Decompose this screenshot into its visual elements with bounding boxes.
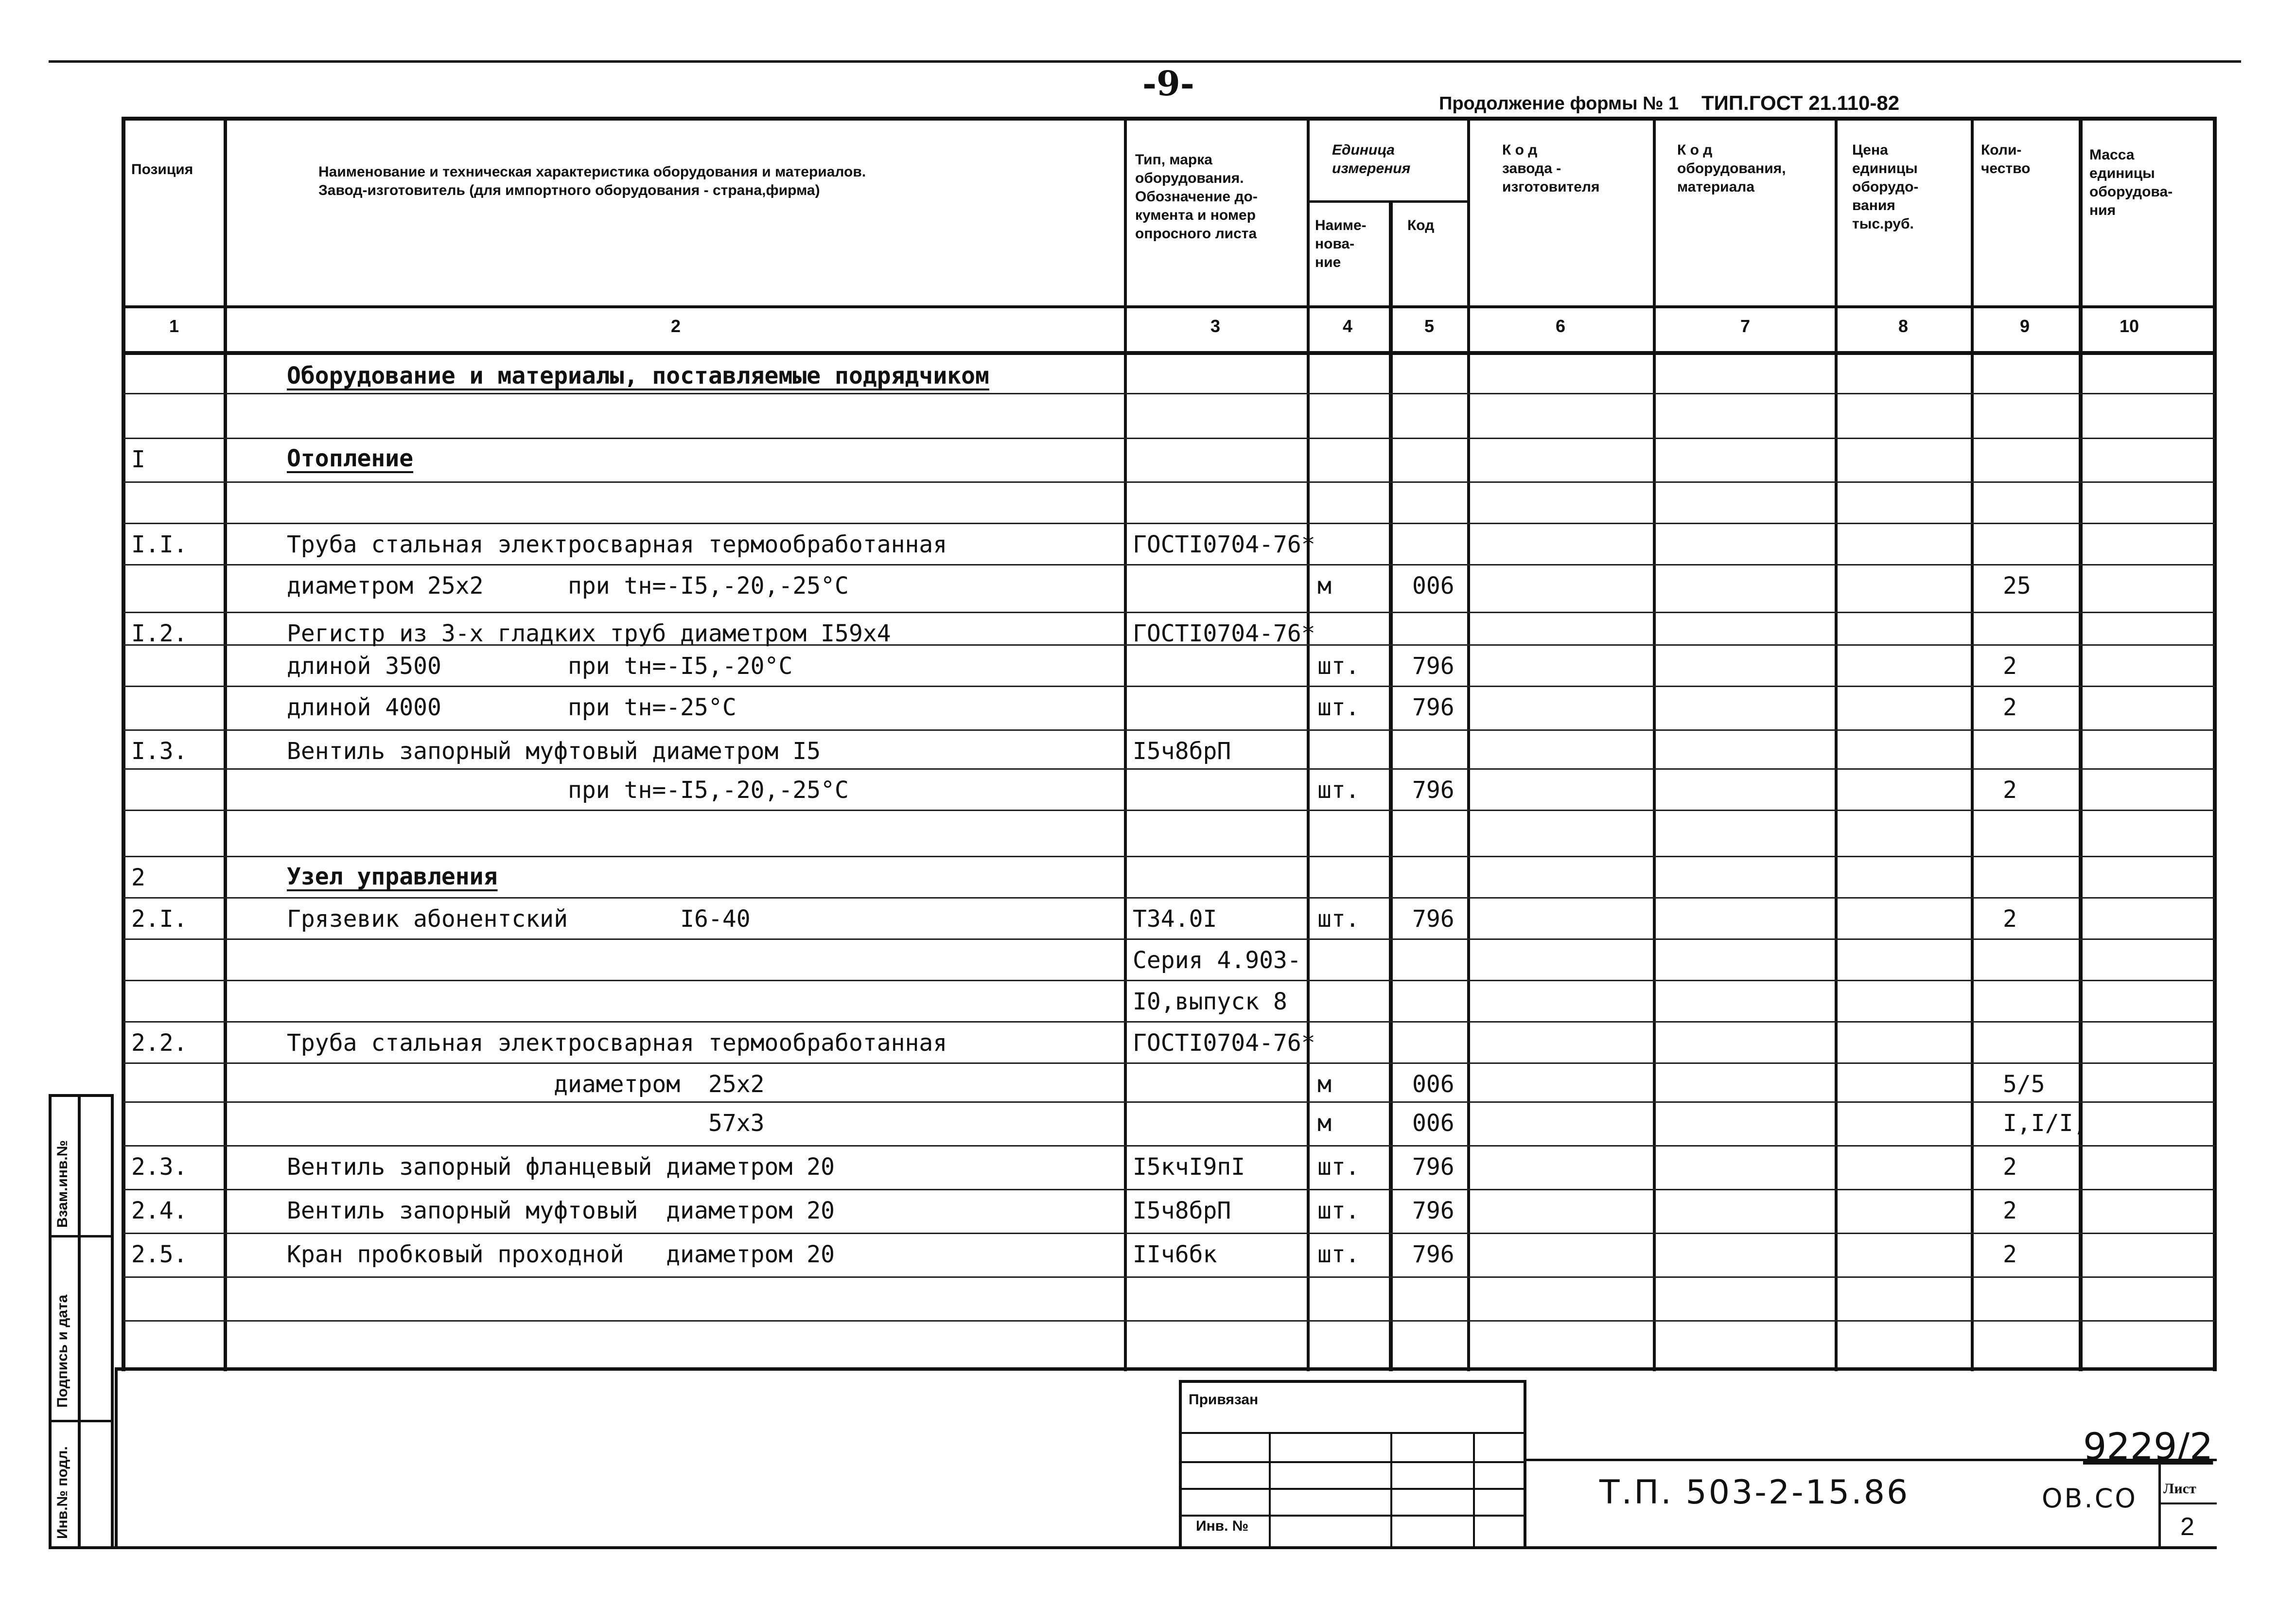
col-line-9 — [2079, 117, 2083, 1371]
col-line-4 — [1389, 200, 1393, 1371]
row-type: ГОСТI0704-76* — [1133, 531, 1315, 558]
col-line-1 — [224, 117, 227, 1371]
binding-label: Привязан — [1189, 1392, 1259, 1408]
row-type: ГОСТI0704-76* — [1133, 1029, 1315, 1057]
row-name: длиной 3500 при tн=-I5,-20°С — [287, 653, 793, 680]
row-name: диаметром 25х2 — [287, 1071, 765, 1098]
colnum-9: 9 — [2019, 316, 2030, 336]
side-stamp-div-2 — [49, 1420, 114, 1422]
colnum-4: 4 — [1342, 316, 1353, 336]
row-type: I5ч8брП — [1133, 1197, 1231, 1224]
binding-left — [1179, 1380, 1182, 1548]
side-sign-date: Подпись и дата — [54, 1294, 70, 1408]
doc-section: ОВ.СО — [2042, 1483, 2138, 1514]
row-type: ГОСТI0704-76* — [1133, 620, 1315, 647]
row-rule — [123, 686, 2215, 687]
row-unit: м — [1317, 572, 1332, 600]
top-rule — [49, 60, 2241, 63]
form-gost: ТИП.ГОСТ 21.110-82 — [1701, 91, 1900, 114]
row-unit: шт. — [1317, 694, 1360, 721]
row-quantity: I,I/I, — [2003, 1110, 2087, 1137]
header-col8: Цена единицы оборудо- вания тыс.руб. — [1852, 142, 1919, 232]
row-position: 2.4. — [131, 1197, 188, 1224]
row-rule — [123, 1145, 2215, 1147]
row-rule — [123, 897, 2215, 899]
sheet-number: 2 — [2180, 1513, 2194, 1541]
row-rule — [123, 1320, 2215, 1322]
row-code: 796 — [1412, 653, 1455, 680]
row-position: I.I. — [131, 531, 188, 558]
col-line-6 — [1653, 117, 1656, 1371]
row-position: 2.5. — [131, 1241, 188, 1268]
row-unit: м — [1317, 1071, 1332, 1098]
row-quantity: 2 — [2003, 1241, 2017, 1268]
header-col45: Единица измерения — [1332, 142, 1411, 177]
colnum-8: 8 — [1898, 316, 1909, 336]
row-unit: шт. — [1317, 653, 1360, 680]
header-col2: Наименование и техническая характеристика оборудования и материалов. Завод-изготовитель (для импортного оборудования - страна,фирма) — [318, 164, 866, 198]
form-continuation: Продолжение формы № 1 — [1439, 93, 1679, 114]
row-code: 006 — [1412, 572, 1455, 600]
row-rule — [123, 1276, 2215, 1278]
colnum-5: 5 — [1424, 316, 1435, 336]
section-title-text: Отопление — [287, 445, 414, 472]
binding-right — [1524, 1380, 1526, 1548]
row-quantity: 2 — [2003, 777, 2017, 804]
colnum-7: 7 — [1740, 316, 1751, 336]
row-rule — [123, 481, 2215, 483]
table-border-right — [2213, 117, 2217, 1371]
row-quantity: 2 — [2003, 1197, 2017, 1224]
side-stamp-mid-line — [78, 1094, 81, 1546]
col-line-3 — [1307, 117, 1310, 1371]
row-rule — [123, 856, 2215, 857]
side-stamp-left-line — [49, 1094, 52, 1546]
colnum-6: 6 — [1555, 316, 1566, 336]
header-col10: Масса единицы оборудова- ния — [2089, 147, 2173, 218]
row-type: Серия 4.903- — [1133, 947, 1301, 974]
row-position: 2.3. — [131, 1153, 188, 1181]
row-rule — [123, 1021, 2215, 1023]
row-type: I5ч8брП — [1133, 738, 1231, 765]
row-name: Вентиль запорный муфтовый диаметром 20 — [287, 1197, 835, 1224]
binding-top — [1179, 1380, 1526, 1383]
row-rule — [123, 1101, 2215, 1103]
row-type: I5кчI9пI — [1133, 1153, 1245, 1181]
header-col5: Код — [1407, 217, 1435, 233]
row-rule — [123, 393, 2215, 394]
row-unit: м — [1317, 1110, 1332, 1137]
row-rule — [123, 938, 2215, 940]
table-border-bottom — [115, 1367, 2217, 1371]
binding-col-2 — [1390, 1432, 1392, 1548]
row-rule — [123, 768, 2215, 770]
row-quantity: 25 — [2003, 572, 2031, 600]
row-position: I — [131, 446, 145, 473]
row-quantity: 5/5 — [2003, 1071, 2045, 1098]
row-quantity: 2 — [2003, 1153, 2017, 1181]
row-quantity: 2 — [2003, 905, 2017, 933]
section-title-text: Узел управления — [287, 863, 498, 890]
row-unit: шт. — [1317, 777, 1360, 804]
row-rule — [123, 1189, 2215, 1190]
header-col4: Наиме- нова- ние — [1315, 217, 1367, 270]
row-name: Труба стальная электросварная термообработанная — [287, 531, 947, 558]
side-replace-inv: Взам.инв.№ — [54, 1140, 70, 1228]
header-col3: Тип, марка оборудования. Обозначение до- кумента и номер опросного листа — [1135, 152, 1258, 242]
header-col7: К о д оборудования, материала — [1677, 142, 1786, 195]
col-line-7 — [1835, 117, 1838, 1371]
row-name: Вентиль запорный муфтовый диаметром I5 — [287, 738, 821, 765]
row-position: 2.I. — [131, 905, 188, 933]
row-rule — [123, 729, 2215, 731]
sheet-label: Лист — [2163, 1481, 2196, 1497]
header-divider — [122, 305, 2217, 308]
row-rule — [123, 438, 2215, 439]
inv-no-label: Инв. № — [1196, 1518, 1249, 1534]
doc-number: Т.П. 503-2-15.86 — [1599, 1473, 1910, 1512]
side-stamp-div-1 — [49, 1235, 114, 1237]
side-inv-orig: Инв.№ подл. — [54, 1446, 70, 1539]
header-col9: Коли- чество — [1981, 142, 2031, 177]
row-name: Труба стальная электросварная термообработанная — [287, 1029, 947, 1057]
page-number: -9- — [1142, 63, 1194, 104]
row-rule — [123, 523, 2215, 524]
section-title — [287, 445, 413, 472]
row-code: 796 — [1412, 777, 1455, 804]
bottom-left-line — [115, 1367, 118, 1547]
row-position: 2.2. — [131, 1029, 188, 1057]
header-col1: Позиция — [131, 161, 193, 177]
table-border-left — [122, 117, 125, 1371]
col-line-8 — [1971, 117, 1974, 1371]
row-rule — [123, 564, 2215, 565]
row-code: 006 — [1412, 1110, 1455, 1137]
colnum-3: 3 — [1210, 316, 1221, 336]
bottom-rule — [49, 1546, 2217, 1549]
row-name: Грязевик абонентский I6-40 — [287, 905, 751, 933]
row-name: 57х3 — [287, 1110, 765, 1137]
sheet-box-divider — [2158, 1502, 2217, 1504]
header-col6: К о д завода - изготовителя — [1502, 142, 1600, 195]
row-name: длиной 4000 при tн=-25°С — [287, 694, 736, 721]
row-code: 796 — [1412, 1197, 1455, 1224]
col-line-2 — [1124, 117, 1127, 1371]
section-title — [287, 362, 989, 389]
binding-col-3 — [1473, 1432, 1475, 1548]
row-name: Вентиль запорный фланцевый диаметром 20 — [287, 1153, 835, 1181]
row-name: Регистр из 3-х гладких труб диаметром I59х4 — [287, 620, 891, 647]
side-stamp-right-line — [111, 1094, 114, 1546]
row-type: I0,выпуск 8 — [1133, 988, 1287, 1015]
col-line-5 — [1467, 117, 1470, 1371]
colnum-1: 1 — [169, 316, 179, 336]
row-code: 796 — [1412, 1153, 1455, 1181]
colnum-10: 10 — [2119, 316, 2139, 336]
table-border-top — [122, 117, 2217, 121]
archive-number: 9229/2 — [2083, 1425, 2213, 1468]
section-title — [287, 863, 497, 890]
row-code: 796 — [1412, 694, 1455, 721]
row-position: 2 — [131, 864, 145, 891]
row-name: Кран пробковый проходной диаметром 20 — [287, 1241, 835, 1268]
row-unit: шт. — [1317, 1153, 1360, 1181]
row-code: 796 — [1412, 905, 1455, 933]
row-quantity: 2 — [2003, 694, 2017, 721]
colnum-2: 2 — [670, 316, 681, 336]
unit-subheader-divider — [1308, 200, 1468, 203]
colnum-divider — [122, 351, 2217, 355]
side-stamp-top — [49, 1094, 114, 1097]
row-quantity: 2 — [2003, 653, 2017, 680]
row-type: Т34.0I — [1133, 905, 1217, 933]
row-rule — [123, 980, 2215, 981]
row-rule — [123, 1233, 2215, 1234]
row-rule — [123, 810, 2215, 811]
row-name: при tн=-I5,-20,-25°С — [287, 777, 849, 804]
binding-col-1 — [1269, 1432, 1271, 1548]
row-rule — [123, 1062, 2215, 1064]
section-title-text: Оборудование и материалы, поставляемые подрядчиком — [287, 362, 989, 389]
row-code: 796 — [1412, 1241, 1455, 1268]
row-type: IIч6бк — [1133, 1241, 1217, 1268]
row-position: I.2. — [131, 620, 188, 647]
row-code: 006 — [1412, 1071, 1455, 1098]
row-name: диаметром 25х2 при tн=-I5,-20,-25°С — [287, 572, 849, 600]
row-unit: шт. — [1317, 1197, 1360, 1224]
row-unit: шт. — [1317, 1241, 1360, 1268]
row-rule — [123, 612, 2215, 613]
row-unit: шт. — [1317, 905, 1360, 933]
row-position: I.3. — [131, 738, 188, 765]
